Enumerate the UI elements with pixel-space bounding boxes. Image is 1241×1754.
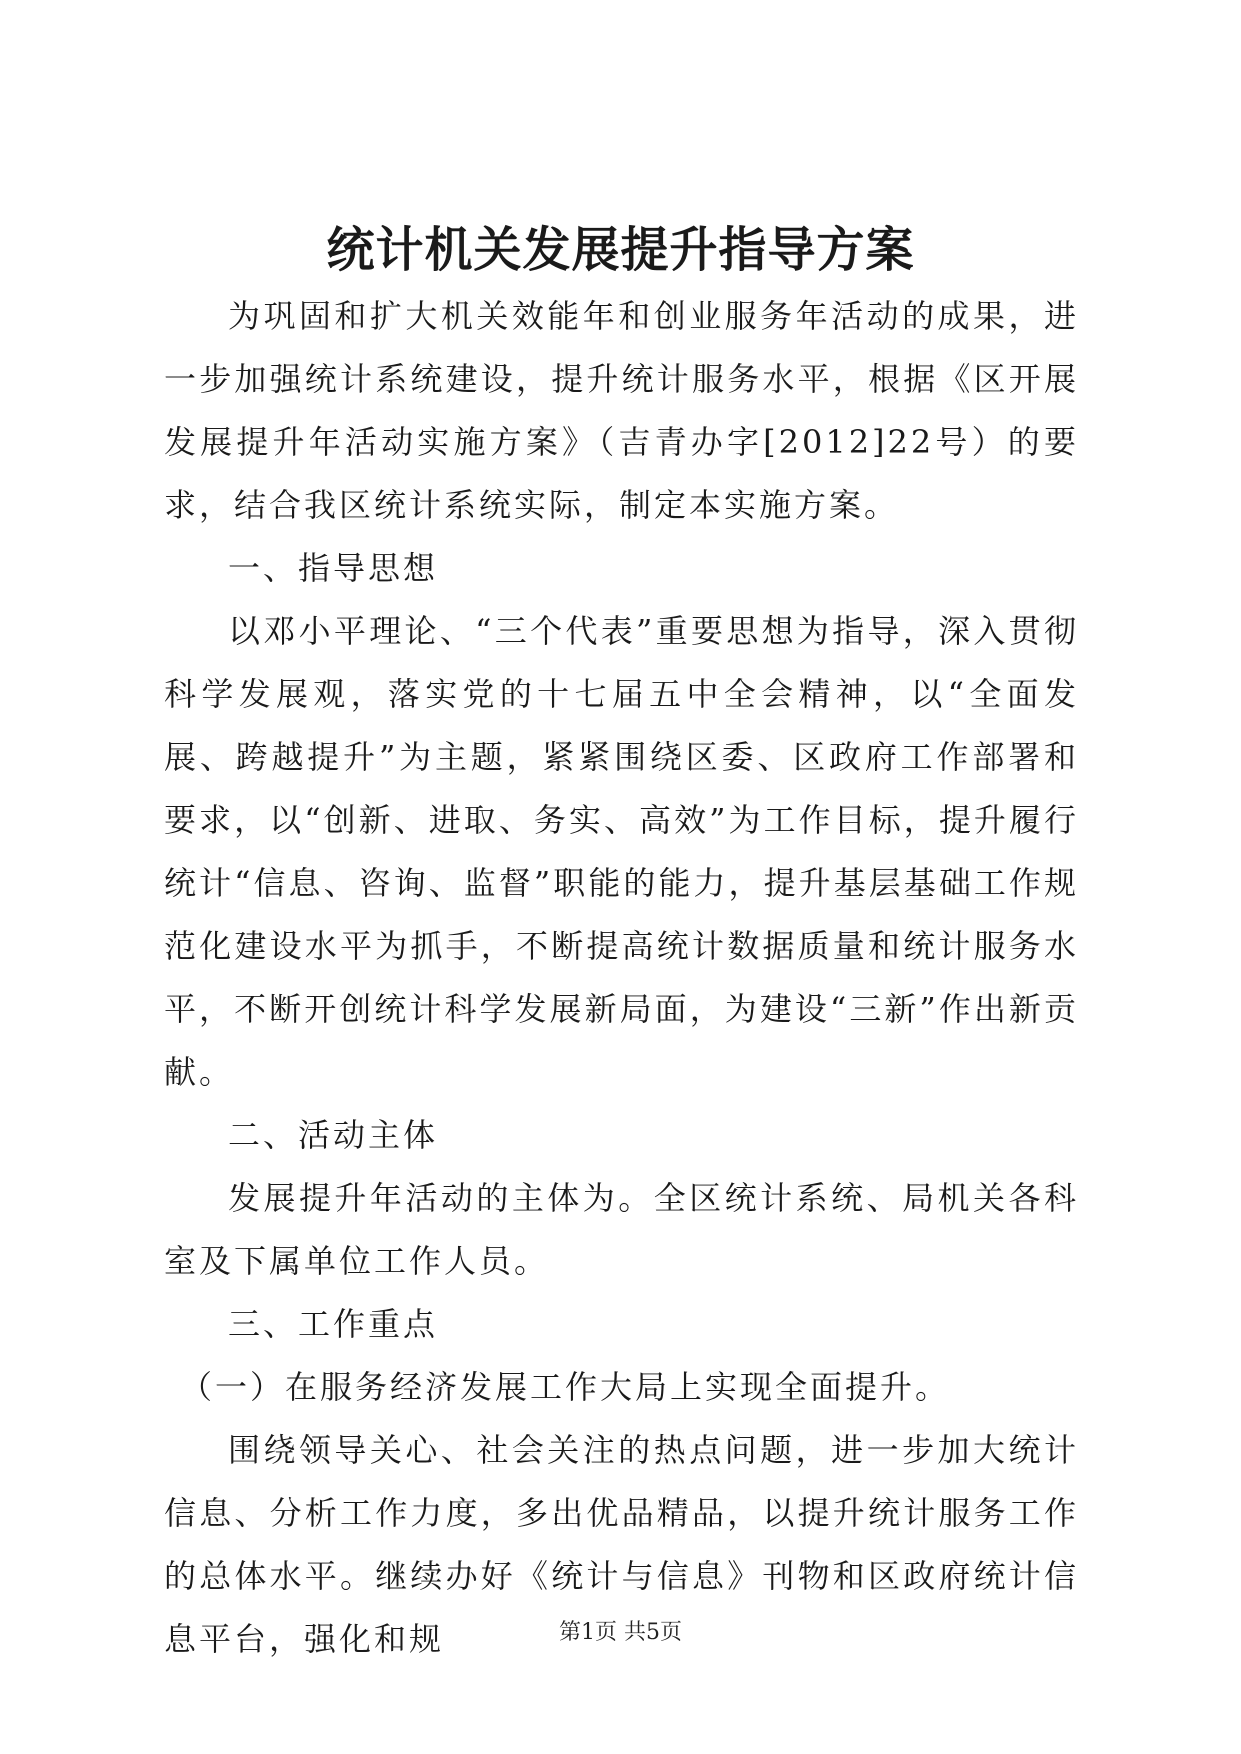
guiding-thought-paragraph: 以邓小平理论、“三个代表”重要思想为指导，深入贯彻科学发展观，落实党的十七届五中全会精神，以“全面发展、跨越提升”为主题，紧紧围绕区委、区政府工作部署和要求，以“创新、进取、务实、高效”为工作目标，提升履行统计“信息、咨询、监督”职能的能力，提升基层基础工作规范化建设水平为抓手，不断提高统计数据质量和统计服务水平，不断开创统计科学发展新局面，为建设“三新”作出新贡献。 — [164, 612, 1079, 1091]
page-number-footer: 第1页 共5页 — [559, 1620, 682, 1645]
intro-paragraph: 为巩固和扩大机关效能年和创业服务年活动的成果，进一步加强统计系统建设，提升统计服务水平，根据《区开展发展提升年活动实施方案》（吉青办字[2012]22号）的要求，结合我区统计系统实际，制定本实施方案。 — [164, 297, 1079, 524]
section-heading-work-focus: 三、工作重点 — [228, 1305, 439, 1343]
subsection-heading-1: （一）在服务经济发展工作大局上实现全面提升。 — [180, 1368, 951, 1406]
document-body — [164, 285, 1079, 1671]
activity-subject-paragraph: 发展提升年活动的主体为。全区统计系统、局机关各科室及下属单位工作人员。 — [164, 1179, 1079, 1280]
work-focus-paragraph: 围绕领导关心、社会关注的热点问题，进一步加大统计信息、分析工作力度，多出优品精品，以提升统计服务工作的总体水平。继续办好《统计与信息》刊物和区政府统计信息平台，强化和规 — [164, 1431, 1079, 1658]
document-title: 统计机关发展提升指导方案 — [326, 222, 915, 278]
section-heading-activity-subject: 二、活动主体 — [228, 1116, 439, 1154]
section-heading-guiding-thought: 一、指导思想 — [228, 549, 439, 587]
